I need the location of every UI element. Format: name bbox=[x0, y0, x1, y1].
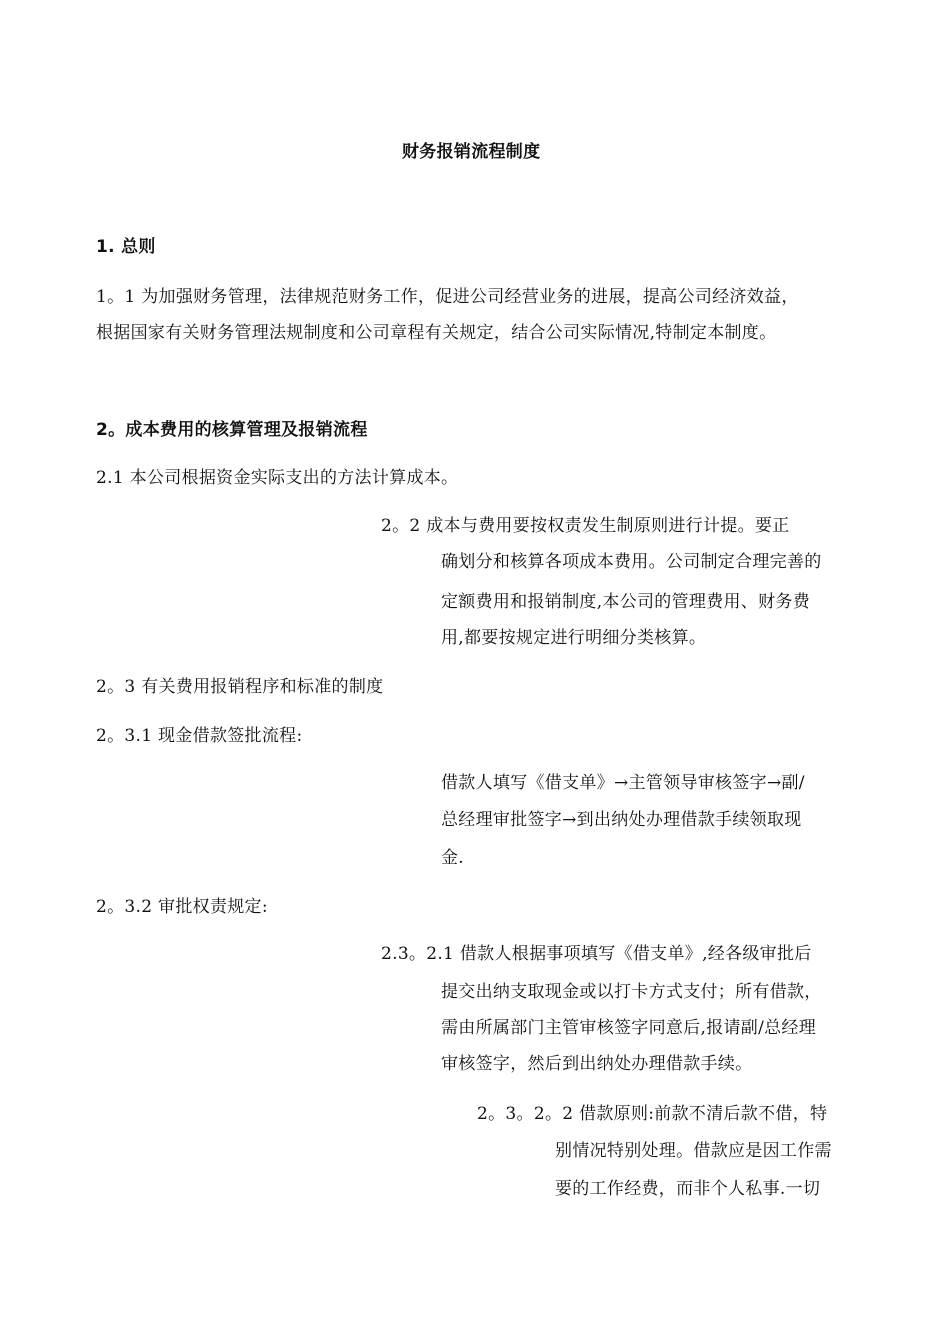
paragraph-2-3-2-1-line-4: 审核签字，然后到出纳处办理借款手续。 bbox=[441, 1054, 753, 1074]
flow-line-2: 总经理审批签字→到出纳处办理借款手续领取现 bbox=[441, 810, 802, 830]
page-title: 财务报销流程制度 bbox=[402, 142, 541, 162]
paragraph-2-3: 2。3 有关费用报销程序和标准的制度 bbox=[96, 677, 384, 697]
paragraph-2-2-line-2: 确划分和核算各项成本费用。公司制定合理完善的 bbox=[441, 552, 822, 572]
paragraph-2-3-2-2-line-2: 别情况特别处理。借款应是因工作需 bbox=[555, 1141, 832, 1161]
paragraph-2-3-1: 2。3.1 现金借款签批流程: bbox=[96, 726, 303, 746]
flow-line-3: 金. bbox=[441, 848, 465, 868]
paragraph-2-3-2-2-line-1: 2。3。2。2 借款原则:前款不清后款不借，特 bbox=[477, 1104, 828, 1124]
paragraph-2-1: 2.1 本公司根据资金实际支出的方法计算成本。 bbox=[96, 468, 459, 488]
paragraph-2-2-line-1: 2。2 成本与费用要按权责发生制原则进行计提。要正 bbox=[381, 516, 790, 536]
section-2-heading: 2。成本费用的核算管理及报销流程 bbox=[96, 420, 368, 440]
paragraph-2-3-2-1-line-2: 提交出纳支取现金或以打卡方式支付；所有借款， bbox=[441, 982, 822, 1002]
paragraph-2-2-line-3: 定额费用和报销制度,本公司的管理费用、财务费 bbox=[441, 592, 811, 612]
paragraph-2-3-2-1-line-1: 2.3。2.1 借款人根据事项填写《借支单》,经各级审批后 bbox=[381, 944, 812, 964]
paragraph-1-1-line-2: 根据国家有关财务管理法规制度和公司章程有关规定，结合公司实际情况,特制定本制度。 bbox=[96, 323, 777, 343]
paragraph-2-2-line-4: 用,都要按规定进行明细分类核算。 bbox=[441, 628, 707, 648]
paragraph-2-3-2-1-line-3: 需由所属部门主管审核签字同意后,报请副/总经理 bbox=[441, 1018, 817, 1038]
paragraph-2-3-2-2-line-3: 要的工作经费，而非个人私事.一切 bbox=[555, 1179, 821, 1199]
flow-line-1: 借款人填写《借支单》→主管领导审核签字→副/ bbox=[441, 773, 805, 793]
section-1-heading: 1. 总则 bbox=[96, 237, 156, 257]
paragraph-1-1-line-1: 1。1 为加强财务管理，法律规范财务工作，促进公司经营业务的进展，提高公司经济效益， bbox=[96, 287, 799, 307]
paragraph-2-3-2: 2。3.2 审批权责规定: bbox=[96, 897, 268, 917]
